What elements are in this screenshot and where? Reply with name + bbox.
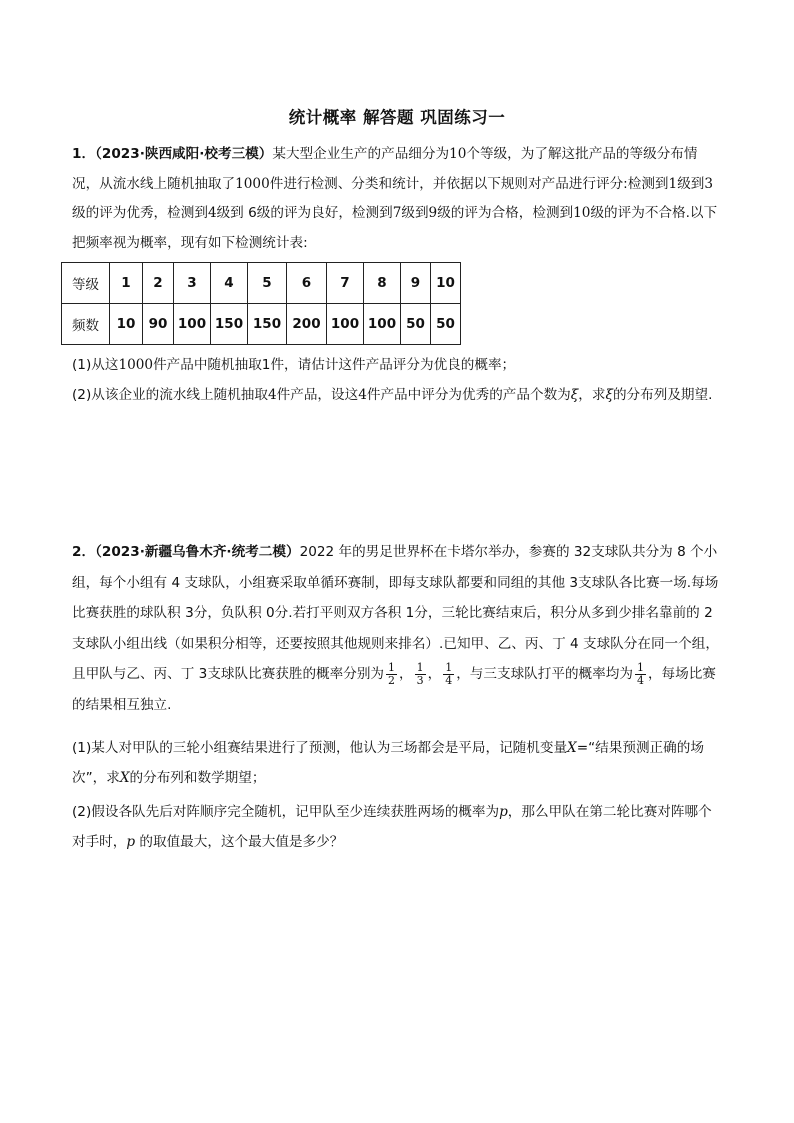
table-cell-count: 50	[401, 304, 431, 345]
q1-value: 10	[449, 146, 467, 162]
part-value: 4	[358, 387, 367, 403]
fraction-numerator: 1	[416, 660, 424, 674]
table-cell-count: 90	[143, 304, 174, 345]
part-label: (2)	[72, 804, 92, 820]
part-text: 的取值最大，这个最大值是多少？	[135, 833, 344, 850]
q2-text: ，与三支球队打平的概率均为	[456, 666, 633, 682]
question-2-number: 2．	[72, 544, 96, 560]
q1-value: 1	[668, 175, 678, 192]
q1-value: 7	[392, 205, 402, 221]
question-1-part-1	[72, 351, 724, 381]
fraction-one-half	[386, 662, 397, 687]
q1-text: 级到	[401, 205, 429, 221]
fraction-denominator: 3	[416, 673, 424, 687]
table-cell-grade: 6	[287, 263, 327, 304]
table-cell-grade: 8	[364, 263, 401, 304]
table-cell-count: 150	[211, 304, 248, 345]
q1-text: 个等级，为了解这批产品的等级分布情况，从流水线上随机抽取了	[72, 146, 698, 192]
fraction-one-third	[415, 662, 426, 687]
part-value: 1000	[118, 357, 154, 373]
table-cell-grade: 7	[327, 263, 364, 304]
variable-xi: ξ	[570, 387, 579, 403]
part-text: 从这	[91, 357, 119, 373]
grade-frequency-table	[61, 262, 461, 345]
part-label: (1)	[72, 740, 92, 756]
q2-text: ，每场比赛的结果相互独立.	[72, 666, 716, 713]
table-row-counts	[62, 304, 461, 345]
fraction-numerator: 1	[636, 660, 644, 674]
table-header-grade: 等级	[62, 263, 110, 304]
q1-text: 级到 6级的评为良好，检测到	[216, 205, 393, 221]
table-cell-count: 200	[287, 304, 327, 345]
part-label: (1)	[72, 357, 92, 373]
variable-x: X	[567, 740, 577, 756]
q2-separator: ，	[399, 666, 413, 682]
fraction-denominator: 2	[388, 673, 396, 687]
q1-text: 级到	[677, 175, 705, 192]
question-1-part-2	[72, 381, 724, 411]
table-cell-count: 100	[174, 304, 211, 345]
variable-p: p	[126, 833, 136, 850]
q1-value: 4	[207, 205, 217, 221]
q1-text: 级的评为优秀，检测到	[72, 205, 208, 221]
variable-x: X	[119, 769, 130, 786]
table-cell-grade: 3	[174, 263, 211, 304]
table-cell-grade: 2	[143, 263, 174, 304]
part-label: (2)	[72, 387, 92, 403]
table-cell-count: 150	[248, 304, 287, 345]
part-text: 的分布列及期望.	[612, 387, 713, 403]
question-2-part-2	[72, 798, 724, 857]
table-cell-count: 100	[327, 304, 364, 345]
q1-text: 件进行检测、分类和统计，并依据以下规则对产品进行评分:检测到	[269, 175, 669, 192]
part-text: 的分布列和数学期望；	[129, 769, 266, 786]
fraction-one-quarter	[635, 662, 646, 687]
fraction-denominator: 4	[445, 673, 453, 687]
part-value: 4	[267, 387, 277, 403]
question-1-number: 1．	[72, 146, 96, 162]
part-text: 件产品中评分为优秀的产品个数为	[366, 387, 571, 403]
variable-xi: ξ	[605, 387, 613, 403]
table-cell-grade: 10	[431, 263, 461, 304]
table-row-grades	[62, 263, 461, 304]
page-title: 统计概率 解答题 巩固练习一	[288, 108, 506, 127]
part-text: 某人对甲队的三轮小组赛结果进行了预测，他认为三场都会是平局，记随机变量	[91, 740, 568, 756]
table-cell-count: 50	[431, 304, 461, 345]
q1-value: 1000	[235, 175, 270, 192]
table-cell-grade: 4	[211, 263, 248, 304]
fraction-numerator: 1	[388, 660, 396, 674]
q2-separator: ，	[427, 666, 442, 682]
q1-value: 3	[704, 175, 714, 192]
question-2-source: （2023·新疆乌鲁木齐·统考二模）	[95, 544, 300, 560]
question-2-part-1	[72, 734, 724, 793]
part-text: 件产品中随机抽取1件，请估计这件产品评分为优良的概率；	[153, 357, 516, 373]
q1-value: 10	[573, 205, 591, 221]
part-text: 假设各队先后对阵顺序完全随机，记甲队至少连续获胜两场的概率为	[91, 804, 500, 820]
q1-text: 级的评为合格，检测到	[437, 205, 574, 221]
table-cell-count: 10	[110, 304, 143, 345]
table-cell-grade: 9	[401, 263, 431, 304]
fraction-denominator: 4	[636, 673, 644, 687]
fraction-numerator: 1	[445, 660, 453, 674]
table-cell-grade: 5	[248, 263, 287, 304]
question-1-source: （2023·陕西咸阳·校考三模）	[95, 146, 273, 162]
q1-text: 某大型企业生产的产品细分为	[272, 146, 450, 162]
table-cell-count: 100	[364, 304, 401, 345]
table-header-count: 频数	[62, 304, 110, 345]
q1-text: 级的评为不合格.以下把频率视为概率，现有如下检测统计表:	[72, 205, 718, 251]
fraction-one-quarter	[443, 662, 454, 687]
part-text: 从该企业的流水线上随机抽取	[91, 387, 268, 403]
question-1-stem	[72, 140, 724, 258]
q2-text: 2022 年的男足世界杯在卡塔尔举办，参赛的 32支球队共分为 8 个小组，每个小组有 4 支球队，小组赛采取单循环赛制，即每支球队都要和同组的其他 3支球队各比赛一场.每场比赛获胜的球队积 3分，负队积 0分.若打平则双方各积 1分，三轮比赛结束后，积分从多到少排名靠前的 2 支球队小组出线（如果积分相等，还要按照其他规则来排名）.已知甲、乙、丙、丁 4 支球队分在同一个组，且甲队与乙、丙、丁 3支球队比赛获胜的概率分别为	[72, 544, 719, 682]
part-text: ，那么甲队在第二轮比赛对阵哪个对手时，	[72, 804, 712, 850]
part-text: 件产品，设这	[276, 387, 359, 403]
question-2-stem	[72, 537, 724, 720]
part-text: =“结果预测正确的场次”，求	[72, 740, 704, 786]
table-cell-grade: 1	[110, 263, 143, 304]
part-text: ，求	[578, 387, 606, 403]
variable-p: p	[499, 804, 508, 820]
q1-value: 9	[428, 205, 438, 221]
